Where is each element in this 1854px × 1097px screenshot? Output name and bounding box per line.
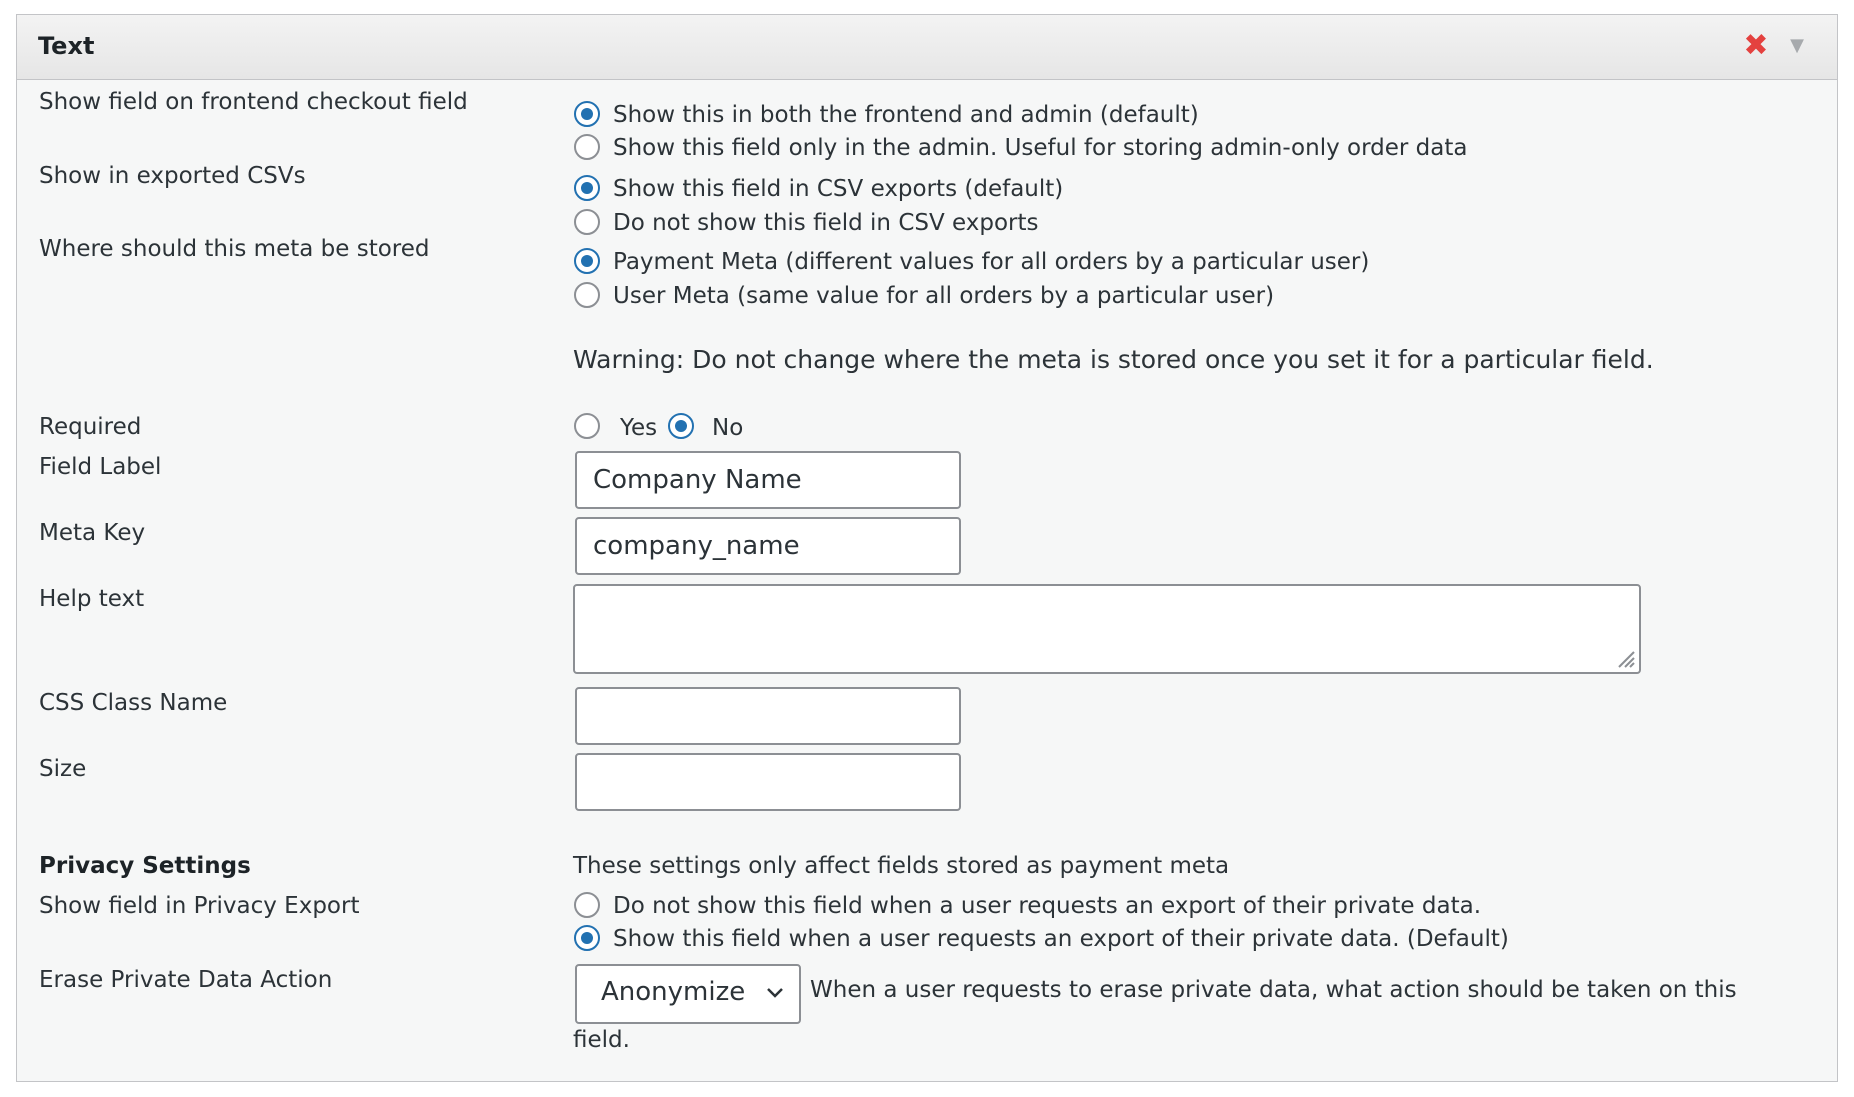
storage-option-user: User Meta (same value for all orders by a particular user) [613, 283, 1275, 309]
help-text-textarea[interactable] [573, 584, 1641, 674]
privacy-export-radio-hide[interactable] [574, 892, 600, 918]
erase-description-line2: field. [573, 1027, 630, 1053]
field-label-label: Field Label [39, 454, 162, 480]
meta-key-input[interactable]: company_name [575, 517, 961, 575]
storage-warning: Warning: Do not change where the meta is stored once you set it for a particular field. [573, 345, 1654, 374]
help-text-label: Help text [39, 586, 145, 612]
privacy-export-label: Show field in Privacy Export [39, 893, 360, 919]
frontend-option-both: Show this in both the frontend and admin (default) [613, 102, 1199, 128]
css-class-label: CSS Class Name [39, 690, 228, 716]
privacy-export-option-show: Show this field when a user requests an export of their private data. (Default) [613, 926, 1509, 952]
frontend-radio-admin-only[interactable] [574, 134, 600, 160]
privacy-note: These settings only affect fields stored as payment meta [573, 853, 1230, 879]
erase-action-select[interactable] [575, 964, 801, 1024]
chevron-down-icon [763, 980, 787, 1004]
panel-title: Text [38, 32, 95, 60]
field-label-input[interactable]: Company Name [575, 451, 961, 509]
toggle-arrow-icon[interactable]: ▼ [1790, 35, 1804, 56]
privacy-heading: Privacy Settings [39, 853, 251, 879]
privacy-export-radio-show[interactable] [574, 925, 600, 951]
meta-key-label: Meta Key [39, 520, 146, 546]
panel-header [17, 15, 1837, 80]
required-radio-no[interactable] [668, 413, 694, 439]
field-panel [16, 14, 1838, 1082]
size-label: Size [39, 756, 87, 782]
storage-radio-payment[interactable] [574, 248, 600, 274]
required-label: Required [39, 414, 142, 440]
storage-option-payment: Payment Meta (different values for all orders by a particular user) [613, 249, 1370, 275]
csv-radio-hide[interactable] [574, 209, 600, 235]
frontend-option-admin-only: Show this field only in the admin. Useful for storing admin-only order data [613, 135, 1468, 161]
csv-label: Show in exported CSVs [39, 163, 306, 189]
required-option-no: No [712, 415, 744, 441]
csv-option-show: Show this field in CSV exports (default) [613, 176, 1064, 202]
required-option-yes: Yes [620, 415, 658, 441]
erase-label: Erase Private Data Action [39, 967, 333, 993]
frontend-label: Show field on frontend checkout field [39, 89, 468, 115]
erase-description-line1: When a user requests to erase private data, what action should be taken on this [810, 977, 1737, 1003]
privacy-export-option-hide: Do not show this field when a user requests an export of their private data. [613, 893, 1482, 919]
csv-radio-show[interactable] [574, 175, 600, 201]
close-icon[interactable]: ✖ [1743, 28, 1769, 63]
required-radio-yes[interactable] [574, 413, 600, 439]
erase-action-value: Anonymize [601, 977, 746, 1007]
resize-grip-icon[interactable] [1615, 648, 1635, 668]
storage-radio-user[interactable] [574, 282, 600, 308]
csv-option-hide: Do not show this field in CSV exports [613, 210, 1039, 236]
storage-label: Where should this meta be stored [39, 236, 430, 262]
css-class-input[interactable] [575, 687, 961, 745]
frontend-radio-both[interactable] [574, 101, 600, 127]
size-input[interactable] [575, 753, 961, 811]
